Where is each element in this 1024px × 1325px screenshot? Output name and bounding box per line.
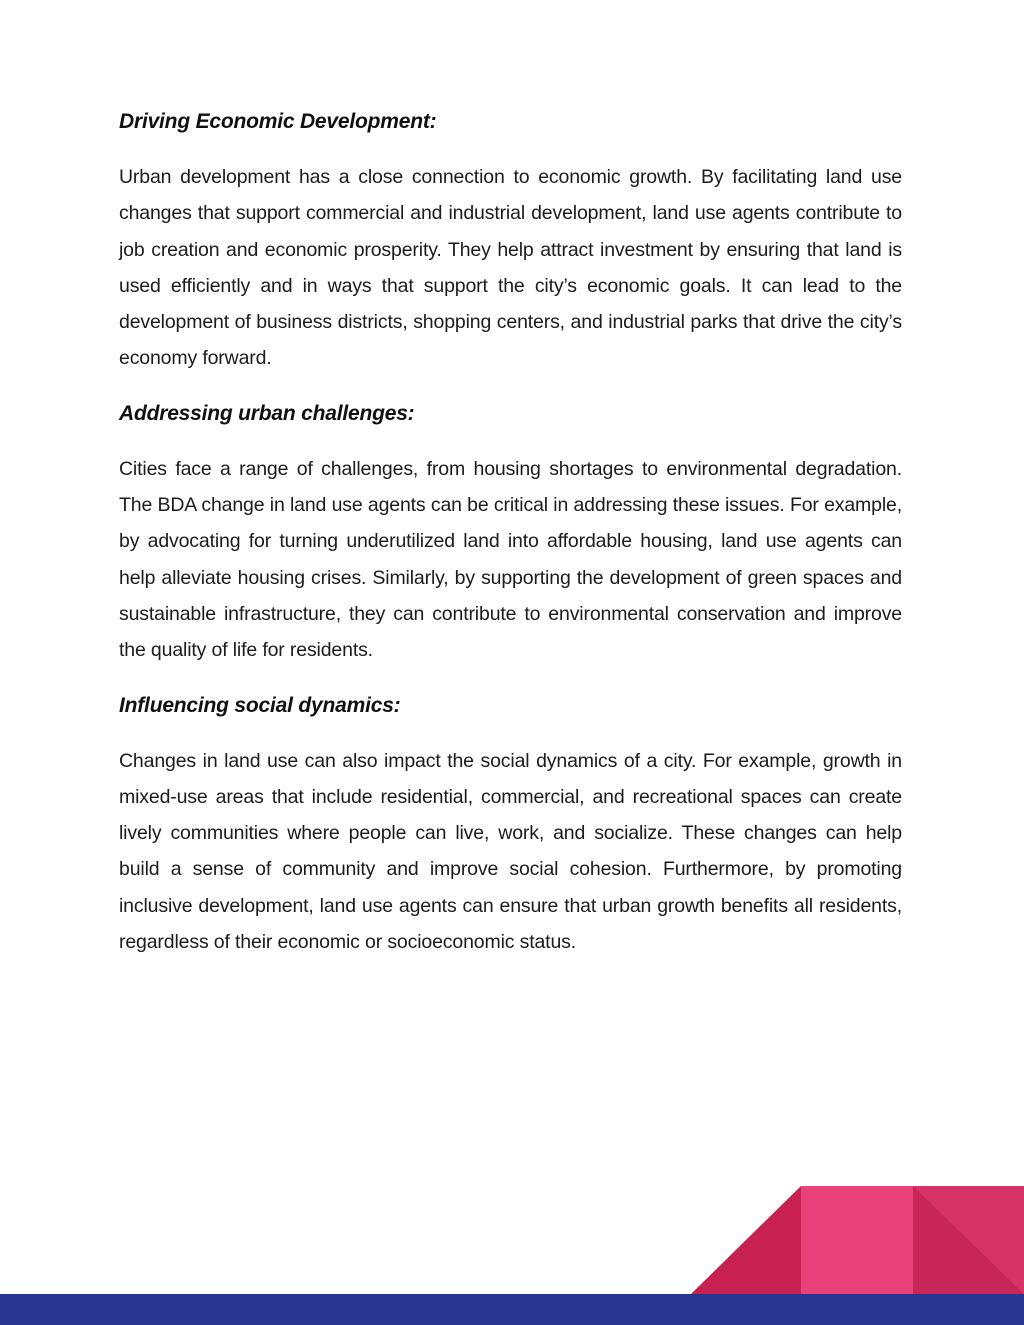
section-economic-development [119,104,902,377]
section-heading: Addressing urban challenges: [119,401,415,425]
section-urban-challenges [119,396,902,669]
document-body [119,104,902,979]
pink-shadow-triangle [913,1186,1024,1294]
section-paragraph: Changes in land use can also impact the social dynamics of a city. For example, growth in mixed-use areas that include residential, commercial, and recreational spaces can create lively communities where people can live, work, and socialize. These changes can help build a sense of community and improve social cohesion. Furthermore, by promoting inclusive development, land use agents can ensure that urban growth benefits all residents, regardless of their economic or socioeconomic status. [119,749,902,954]
section-paragraph: Cities face a range of challenges, from housing shortages to environmental degradation. The BDA change in land use agents can be critical in addressing these issues. For example, by advocating for turning underutilized land into affordable housing, land use agents can help alleviate housing crises. Similarly, by supporting the development of green spaces and sustainable infrastructure, they can contribute to environmental conservation and improve the quality of life for residents. [119,457,902,662]
section-heading: Driving Economic Development: [119,110,437,133]
section-social-dynamics [119,688,902,961]
pink-triangle-left [691,1186,801,1294]
pink-square-right [913,1186,1024,1294]
section-paragraph: Urban development has a close connection to economic growth. By facilitating land use changes that support commercial and industrial development, land use agents contribute to job creation and economic prosperity. They help attract investment by ensuring that land is used efficiently and in ways that support the city’s economic goals. It can lead to the development of business districts, shopping centers, and industrial parks that drive the city’s economy forward. [119,166,902,370]
section-heading: Influencing social dynamics: [119,693,401,717]
footer-bar [0,1294,1024,1325]
pink-square-middle [801,1186,913,1294]
